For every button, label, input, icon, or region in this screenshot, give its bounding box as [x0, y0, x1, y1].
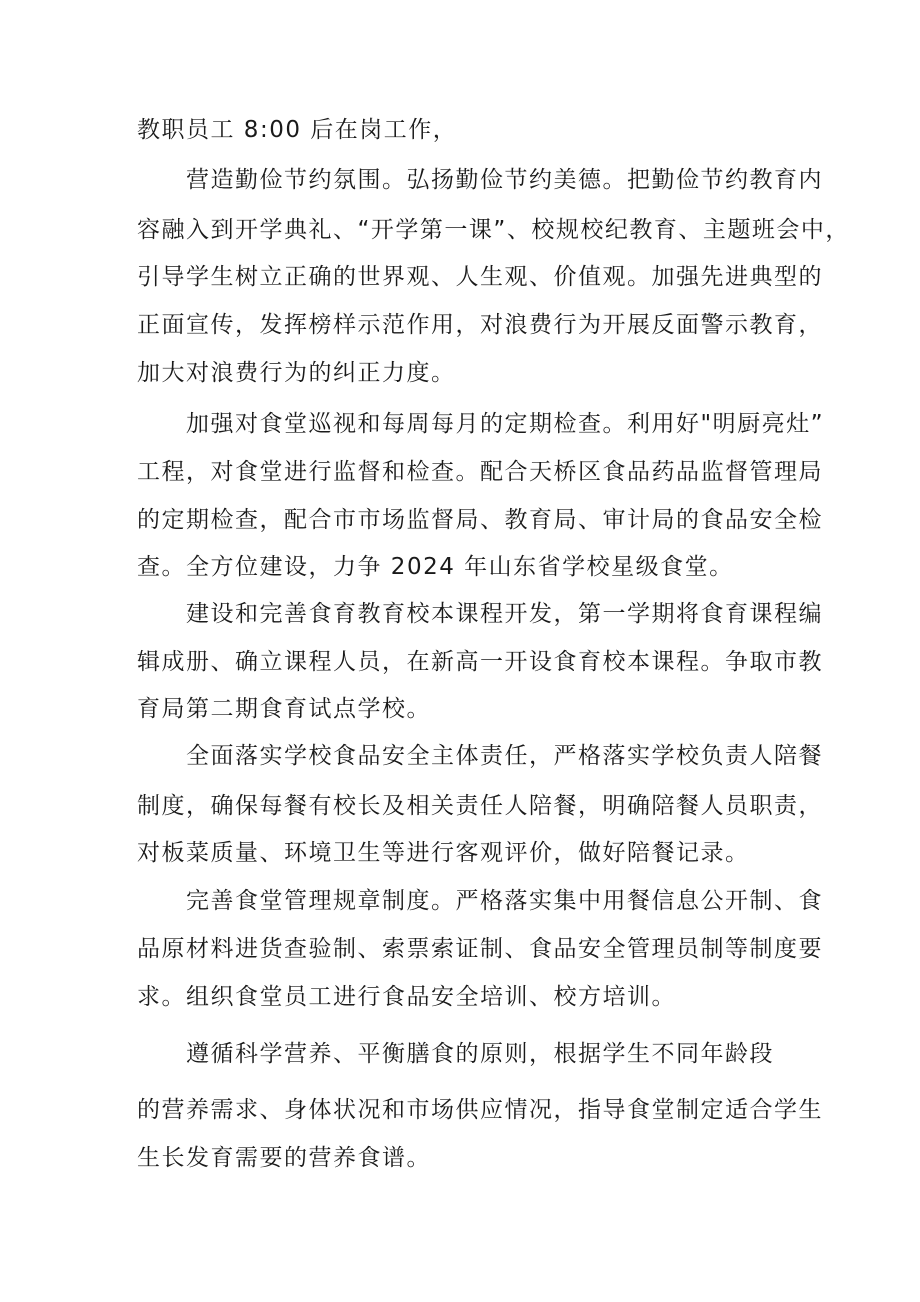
paragraph-first-line: 营造勤俭节约氛围。弘扬勤俭节约美德。把勤俭节约教育内 — [186, 167, 823, 193]
text-line: 生长发育需要的营养食谱。 — [137, 1145, 431, 1171]
text-line: 查。全方位建设，力争 2024 年山东省学校星级食堂。 — [137, 554, 734, 580]
text-line: 正面宣传，发挥榜样示范作用，对浪费行为开展反面警示教育， — [137, 312, 823, 338]
paragraph-first-line: 遵循科学营养、平衡膳食的原则，根据学生不同年龄段 — [186, 1041, 774, 1067]
text-line: 引导学生树立正确的世界观、人生观、价值观。加强先进典型的 — [137, 264, 823, 290]
text-line: 容融入到开学典礼、“开学第一课”、校规校纪教育、主题班会中， — [137, 217, 850, 243]
text-line: 工程，对食堂进行监督和检查。配合天桥区食品药品监督管理局 — [137, 459, 823, 485]
paragraph-first-line: 完善食堂管理规章制度。严格落实集中用餐信息公开制、食 — [186, 888, 823, 914]
paragraph-first-line: 全面落实学校食品安全主体责任，严格落实学校负责人陪餐 — [186, 743, 823, 769]
text-line: 的营养需求、身体状况和市场供应情况，指导食堂制定适合学生 — [137, 1097, 823, 1123]
text-line: 育局第二期食育试点学校。 — [137, 696, 431, 722]
text-line: 加大对浪费行为的纠正力度。 — [137, 360, 456, 386]
text-line: 辑成册、确立课程人员，在新高一开设食育校本课程。争取市教 — [137, 649, 823, 675]
text-line: 教职员工 8:00 后在岗工作， — [137, 117, 458, 143]
paragraph-first-line: 加强对食堂巡视和每周每月的定期检查。利用好"明厨亮灶” — [186, 411, 824, 437]
text-line: 品原材料进货查验制、索票索证制、食品安全管理员制等制度要 — [137, 936, 823, 962]
paragraph-first-line: 建设和完善食育教育校本课程开发，第一学期将食育课程编 — [186, 601, 823, 627]
text-line: 求。组织食堂员工进行食品安全培训、校方培训。 — [137, 984, 676, 1010]
text-line: 的定期检查，配合市市场监督局、教育局、审计局的食品安全检 — [137, 507, 823, 533]
text-line: 制度，确保每餐有校长及相关责任人陪餐，明确陪餐人员职责， — [137, 793, 823, 819]
text-line: 对板菜质量、环境卫生等进行客观评价，做好陪餐记录。 — [137, 840, 750, 866]
